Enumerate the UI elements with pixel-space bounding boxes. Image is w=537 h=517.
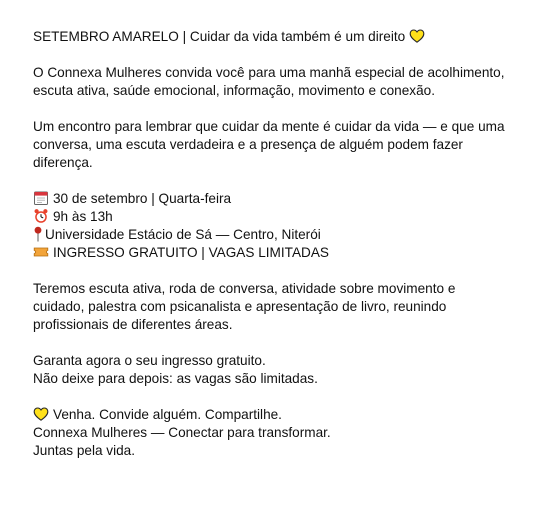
spacer xyxy=(33,262,529,280)
activities-line: Teremos escuta ativa, roda de conversa, atividade sobre movimento e xyxy=(33,281,456,296)
ticket-info: INGRESSO GRATUITO | VAGAS LIMITADAS xyxy=(53,245,329,260)
event-location: Universidade Estácio de Sá — Centro, Niterói xyxy=(45,227,321,242)
post-text xyxy=(33,28,529,460)
header-text: SETEMBRO AMARELO | Cuidar da vida também é um direito xyxy=(33,29,406,44)
spacer xyxy=(33,100,529,118)
spacer xyxy=(33,46,529,64)
yellow-heart-icon xyxy=(33,406,49,422)
cta-line: Não deixe para depois: as vagas são limitadas. xyxy=(33,371,318,386)
intro-line: O Connexa Mulheres convida você para uma manhã especial de acolhimento, xyxy=(33,65,505,80)
calendar-icon xyxy=(33,190,49,206)
closing-line: Connexa Mulheres — Conectar para transformar. xyxy=(33,425,331,440)
purpose-line: Um encontro para lembrar que cuidar da mente é cuidar da vida — e que uma xyxy=(33,119,505,134)
pushpin-icon xyxy=(33,226,43,242)
yellow-heart-icon xyxy=(409,28,425,44)
spacer xyxy=(33,334,529,352)
event-date: 30 de setembro | Quarta-feira xyxy=(53,191,232,206)
intro-line: escuta ativa, saúde emocional, informação, movimento e conexão. xyxy=(33,83,435,98)
cta-line: Garanta agora o seu ingresso gratuito. xyxy=(33,353,266,368)
closing-line: Juntas pela vida. xyxy=(33,443,136,458)
activities-line: cuidado, palestra com psicanalista e apresentação de livro, reunindo xyxy=(33,299,447,314)
event-time: 9h às 13h xyxy=(53,209,113,224)
date-line xyxy=(33,190,529,208)
closing-invite: Venha. Convide alguém. Compartilhe. xyxy=(53,407,282,422)
spacer xyxy=(33,388,529,406)
closing-line xyxy=(33,406,529,424)
location-line xyxy=(33,226,529,244)
alarm-clock-icon xyxy=(33,208,49,224)
spacer xyxy=(33,172,529,190)
purpose-line: diferença. xyxy=(33,155,93,170)
activities-line: profissionais de diferentes áreas. xyxy=(33,317,233,332)
header-line xyxy=(33,28,529,46)
ticket-line xyxy=(33,244,529,262)
time-line xyxy=(33,208,529,226)
purpose-line: conversa, uma escuta verdadeira e a presença de alguém podem fazer xyxy=(33,137,463,152)
ticket-icon xyxy=(33,244,49,260)
